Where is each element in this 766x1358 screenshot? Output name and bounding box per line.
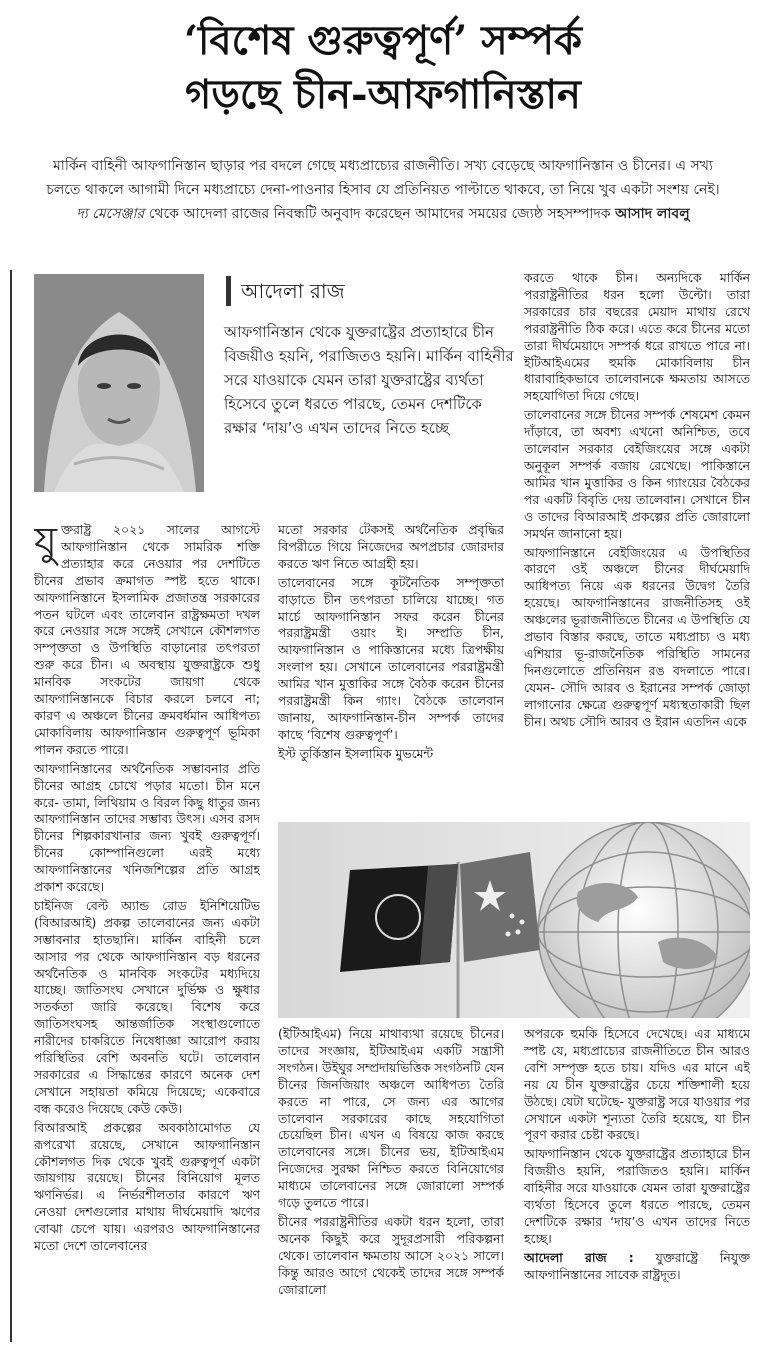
column-1 [34, 522, 260, 1342]
paragraph: আফগানিস্তানের অর্থনৈতিক সম্ভাবনার প্রতি চীনের আগ্রহ চোখে পড়ার মতো। চীন মনে করে- তামা, লিথিয়াম ও বিরল কিছু ধাতুর জন্য আফগানিস্তান তাদের সম্ভাব্য উৎস। এসব রসদ চীনের শিল্পকারখানার জন্য খুবই গুরুত্বপূর্ণ। চীনের কোম্পানিগুলো এরই মধ্যে আফগানিস্তানের খনিজশিল্পের প্রতি আগ্রহ প্রকাশ করেছে। [34, 760, 260, 895]
paragraph: চীনের পররাষ্ট্রনীতির একটা ধরন হলো, তারা অনেক কিছুই করে সুদূরপ্রসারী পরিকল্পনা থেকে। তালেবান ক্ষমতায় আসে ২০২১ সালে। কিন্তু আরও আগে থেকেই তাদের সঙ্গে সম্পর্ক জোরালো [278, 1213, 504, 1297]
signature-text: যুক্তরাষ্ট্রে নিযুক্ত আফগানিস্তানের সাবেক রাষ্ট্রদূত। [524, 1249, 750, 1282]
paragraph: করতে থাকে চীন। অন্যদিকে মার্কিন পররাষ্ট্রনীতির ধরন হলো উল্টো। তারা সরকারের চার বছরের মেয়াদ মাথায় রেখে পররাষ্ট্রনীতি ঠিক করে। এতে করে চীনের মতো তারা দীর্ঘমেয়াদে সম্পর্ক ধরে রাখতে পারে না। ইটিআইএমের হুমকি মোকাবিলায় চীন ধারাবাহিকভাবে তালেবানকে ক্ষমতায় আসতে সহযোগিতা দিয়ে গেছে। [524, 270, 750, 404]
intro-editor: আসাদ লাবলু [615, 206, 690, 222]
paragraph: চাইনিজ বেল্ট অ্যান্ড রোড ইনিশিয়েটিভ (বিআরআই) প্রকল্প তালেবানের জন্য একটা সম্ভাবনার হাতছানি। মার্কিন বাহিনী চলে আসার পর থেকে আফগানিস্তান বড় ধরনের অর্থনৈতিক ও মানবিক সংকটের মধ্যদিয়ে যাচ্ছে। জাতিসংঘ সেখানে দুর্ভিক্ষ ও ক্ষুধার সতর্কতা জারি করেছে। বিশেষ করে জাতিসংঘসহ আন্তর্জাতিক সংস্থাগুলোতে নারীদের চাকরিতে নিষেধাজ্ঞা আরোপ করায় পরিস্থিতির বেশি অবনতি ঘটে। তালেবান সরকারের এ সিদ্ধান্তের কারণে অনেক দেশ সেখানে সহায়তা কমিয়ে দিয়েছে; একেবারে বন্ধ করেও দিয়েছে কেউ কেউ। [34, 897, 260, 1116]
paragraph: ইস্ট তুর্কিস্তান ইসলামিক মুভমেন্ট [278, 745, 434, 761]
headline [0, 14, 766, 122]
headline-line-1: ‘বিশেষ গুরুত্বপূর্ণ’ সম্পর্ক [184, 17, 582, 64]
intro-text: মার্কিন বাহিনী আফগানিস্তান ছাড়ার পর বদলে গেছে মধ্যপ্রাচ্যের রাজনীতি। সখ্য বেড়েছে আফগানিস্তান ও চীনের। এ সখ্য চলতে থাকলে আগামী দিনে মধ্যপ্রাচ্যে দেনা-পাওনার হিসাব যে প্রতিনিয়ত পাল্টাতে থাকবে, তা নিয়ে খুব একটা সংশয় নেই। [46, 158, 720, 198]
flags-globe-photo [278, 822, 750, 1018]
column-4 [278, 1026, 504, 1342]
author-signature [524, 1250, 750, 1284]
column-5 [524, 1026, 750, 1342]
signature-name: আদেলা রাজ : [524, 1249, 634, 1265]
portrait-illustration [34, 274, 204, 492]
paragraph: আফগানিস্তান থেকে যুক্তরাষ্ট্রের প্রত্যাহারে চীন বিজয়ীও হয়নি, পরাজিতও হয়নি। মার্কিন বাহিনীর সরে যাওয়াকে যেমন তারা যুক্তরাষ্ট্রের ব্যর্থতা হিসেবে তুলে ধরতে পারছে, তেমন দেশটিকে রক্ষার ‘দায়’ও এখন তাদের নিতে হচ্ছে। [524, 1146, 750, 1246]
author-portrait [34, 274, 204, 492]
paragraph: তালেবানের সঙ্গে কূটনৈতিক সম্পৃক্ততা বাড়াতে চীন তৎপরতা চালিয়ে যাচ্ছে। গত মার্চে আফগানিস্তান সফর করেন চীনের পররাষ্ট্রমন্ত্রী ওয়াং ই। সম্প্রতি চীন, আফগানিস্তান ও পাকিস্তানের মধ্যে ত্রিপক্ষীয় সংলাপ হয়। সেখানে তালেবানের পররাষ্ট্রমন্ত্রী আমির খান মুত্তাকির সঙ্গে বৈঠক করেন চীনের পররাষ্ট্রমন্ত্রী কিন গ্যাং। বৈঠকে তালেবান জানায়, আফগানিস্তান-চীন সম্পর্ক তাদের কাছে ‘বিশেষ গুরুত্বপূর্ণ’। [278, 574, 504, 742]
paragraph: মতো সরকার টেকসই অর্থনৈতিক প্রবৃদ্ধির বিপরীতে গিয়ে নিজেদের অপপ্রচার জোরদার করতে ঋণ নিতে আগ্রহী হয়। [278, 522, 504, 571]
column-3 [524, 270, 750, 808]
margin-rule [10, 270, 12, 1342]
paragraph: (ইটিআইএম) নিয়ে মাথাব্যথা রয়েছে চীনের। তাদের সংজ্ঞায়, ইটিআইএম একটি সন্ত্রাসী সংগঠন। উইঘুর সম্প্রদায়ভিত্তিক সংগঠনটি যেন চীনের জিনজিয়াং অঞ্চলে আধিপত্য তৈরি করতে না পারে, সে জন্য এর আগের তালেবান সরকারের কাছে সহযোগিতা চেয়েছিল চীন। এখন এ বিষয়ে কাজ করছে তালেবানের সঙ্গে। চীনের ভয়, ইটিআইএম নিজেদের সুরক্ষা নিশ্চিত করতে বিনিয়োগের মাধ্যমে তালেবানের সঙ্গে জোরালো সম্পর্ক গড়ে তুলতে পারে। [278, 1026, 504, 1211]
flags-globe-illustration [278, 822, 750, 1018]
intro-blurb [40, 154, 726, 226]
drop-cap: যু [34, 522, 58, 565]
intro-source: দ্য মেসেঞ্জার [76, 206, 145, 222]
paragraph: আফগানিস্তানে বেইজিংয়ের এ উপস্থিতির কারণে ওই অঞ্চলে চীনের দীর্ঘমেয়াদি আধিপত্য নিয়ে এক ধরনের উদ্বেগ তৈরি হয়েছে। আফগানিস্তানের রাজনীতিসহ ওই অঞ্চলের ভূরাজনীতিতে চীনের এ উপস্থিতি যে প্রভাব বিস্তার করছে, তাতে মধ্যপ্রাচ্য ও মধ্য এশিয়ার ভূ-রাজনৈতিক পরিস্থিতি সামনের দিনগুলোতে প্রতিনিয়ন রঙ বদলাতে পারে। যেমন- সৌদি আরব ও ইরানের সম্পর্ক জোড়া লাগানোর ক্ষেত্রে গুরুত্বপূর্ণ মধ্যস্থতাকারী ছিল চীন। অথচ সৌদি আরব ও ইরান এতদিন একে [524, 544, 750, 729]
intro-credit: থেকে আদেলা রাজের নিবন্ধটি অনুবাদ করেছেন আমাদের সময়ের জ্যেষ্ঠ সহসম্পাদক [144, 206, 616, 222]
paragraph: তালেবানের সঙ্গে চীনের সম্পর্ক শেষমেশ কেমন দাঁড়াবে, তা অবশ্য এখনো অনিশ্চিত, তবে তালেবান সরকার বেইজিংয়ের সঙ্গে একটা অনুকূল সম্পর্ক বজায় রেখেছে। পাকিস্তানে আমির খান মুত্তাকির ও কিন গ্যাংয়ের বৈঠকের পর একটি বিবৃতি দেয় তালেবান। সেখানে চীন ও তাদের বিআরআই প্রকল্পের প্রতি জোরালো সমর্থন জানানো হয়। [524, 407, 750, 541]
paragraph: অপরকে হুমকি হিসেবে দেখেছে। এর মাধ্যমে স্পষ্ট যে, মধ্যপ্রাচ্যের রাজনীতিতে চীন আরও বেশি সম্পৃক্ত হতে চায়। যদিও এর মানে এই নয় যে চীন যুক্তরাষ্ট্রের চেয়ে শক্তিশালী হয়ে উঠছে। যেটা ঘটেছে- যুক্তরাষ্ট্র সরে যাওয়ার পর সেখানে একটা শূন্যতা তৈরি হয়েছে, যা চীন পূরণ করার চেষ্টা করছে। [524, 1026, 750, 1143]
paragraph: ক্তরাষ্ট্র ২০২১ সালের আগস্টে আফগানিস্তান থেকে সামরিক শক্তি প্রত্যাহার করে নেওয়ার পর দেশটিতে চীনের প্রভাব ক্রমাগত স্পষ্ট হতে থাকে। আফগানিস্তানে ইসলামিক প্রজাতন্ত্র সরকারের পতন ঘটলে এবং তালেবান রাষ্ট্রক্ষমতা দখল করে নেওয়ার সঙ্গে সঙ্গেই সেখানে কৌশলগত সম্পৃক্ততা ও উপস্থিতি বাড়ানোর তৎপরতা শুরু করে চীন। এ অবস্থায় যুক্তরাষ্ট্রকে শুধু মানবিক সংকটের জায়গা থেকে আফগানিস্তানকে বিচার করলে চলবে না; কারণ এ অঞ্চলে চীনের ক্রমবর্ধমান আধিপত্য মোকাবিলায় আফগানিস্তান গুরুত্বপূর্ণ ভূমিকা পালন করতে পারে। [34, 522, 260, 757]
paragraph: বিআরআই প্রকল্পের অবকাঠামোগত যে রূপরেখা রয়েছে, সেখানে আফগানিস্তান কৌশলগত দিক থেকে খুবই গুরুত্বপূর্ণ একটা জায়গায় রয়েছে। চীনের বিনিয়োগ মূলত ঋণনির্ভর। এ নির্ভরশীলতার কারণে ঋণ নেওয়া দেশগুলোর মাথায় দীর্ঘমেয়াদি ঋণের বোঝা চেপে যায়। এরপরও আফগানিস্তানের মতো দেশে তালেবানের [34, 1119, 260, 1254]
author-byline: আদেলা রাজ [226, 276, 516, 306]
column-2 [278, 522, 504, 806]
pull-quote: আফগানিস্তান থেকে যুক্তরাষ্ট্রের প্রত্যাহারে চীন বিজয়ীও হয়নি, পরাজিতও হয়নি। মার্কিন বাহিনীর সরে যাওয়াকে যেমন তারা যুক্তরাষ্ট্রের ব্যর্থতা হিসেবে তুলে ধরতে পারছে, তেমন দেশটিকে রক্ষার ‘দায়’ও এখন তাদের নিতে হচ্ছে [224, 323, 514, 437]
headline-line-2: গড়ছে চীন-আফগানিস্তান [185, 71, 581, 118]
